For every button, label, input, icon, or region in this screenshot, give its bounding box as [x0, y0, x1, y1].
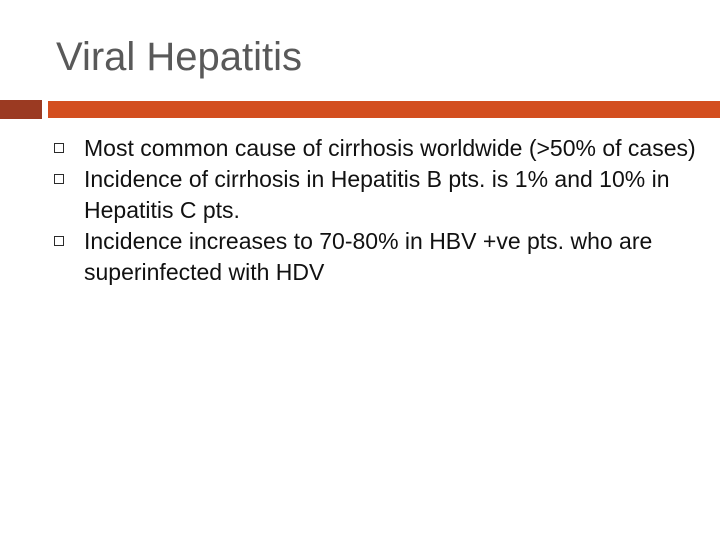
title-underline-accent-right [48, 101, 720, 118]
bullet-item [0, 164, 720, 226]
bullet-item [0, 133, 720, 164]
bullet-item [0, 226, 720, 288]
title-underline-accent-left [0, 100, 42, 119]
slide-title: Viral Hepatitis [56, 35, 303, 79]
hollow-square-icon [54, 143, 64, 153]
bullet-text: Most common cause of cirrhosis worldwide (>50% of cases) [84, 135, 696, 161]
bullet-list [0, 133, 720, 288]
bullet-text: Incidence increases to 70-80% in HBV +ve pts. who are superinfected with HDV [84, 228, 653, 285]
bullet-text: Incidence of cirrhosis in Hepatitis B pts. is 1% and 10% in Hepatitis C pts. [84, 166, 670, 223]
hollow-square-icon [54, 236, 64, 246]
hollow-square-icon [54, 174, 64, 184]
